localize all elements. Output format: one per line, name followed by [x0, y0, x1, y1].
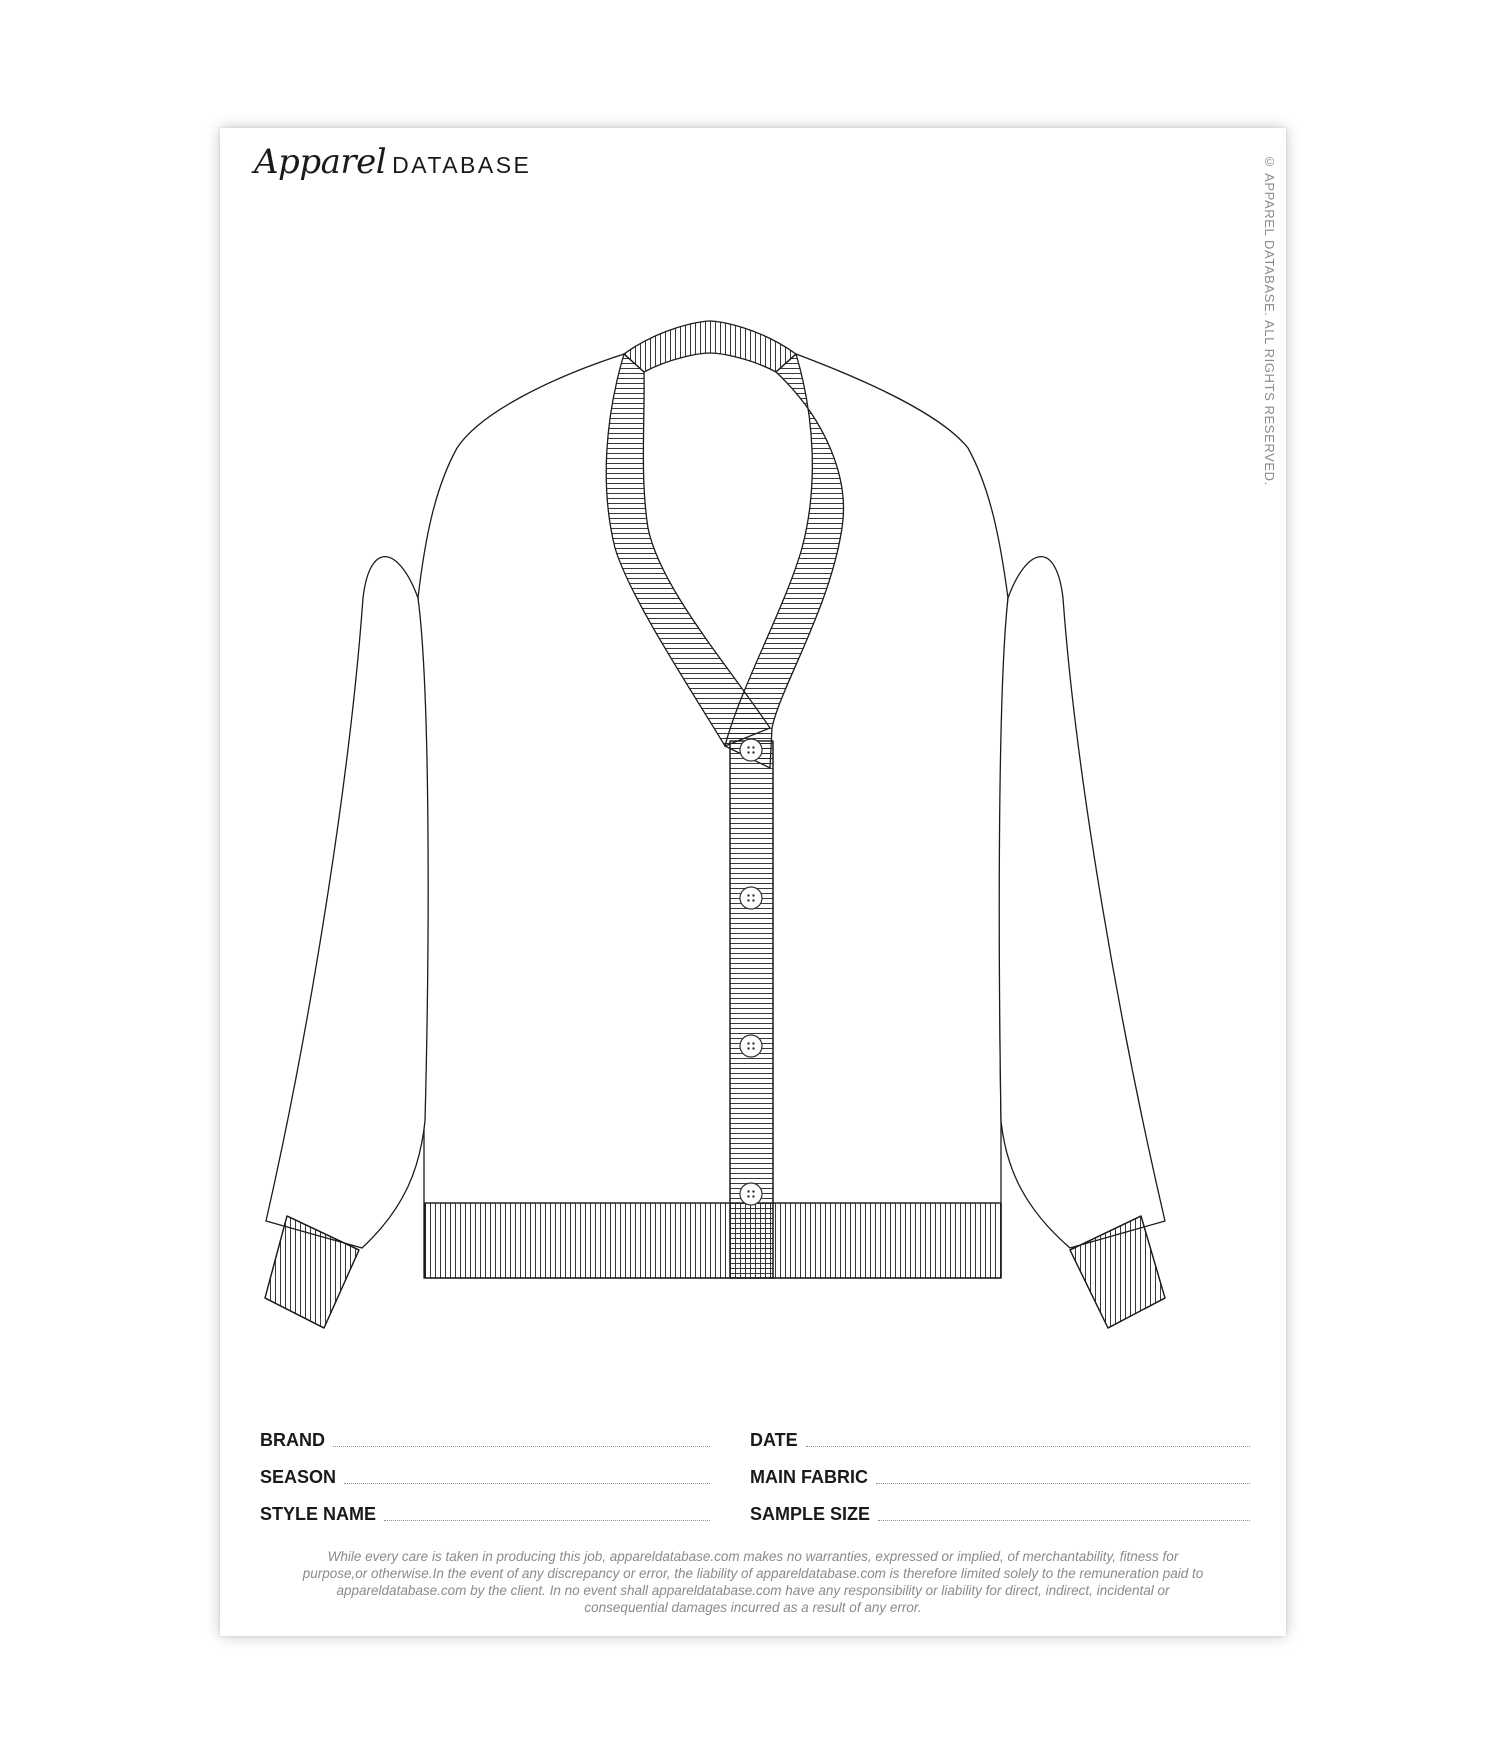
season-field[interactable]: [260, 1463, 710, 1487]
copyright-notice: © APPAREL DATABASE. ALL RIGHTS RESERVED.: [1262, 154, 1277, 486]
logo-script-text: Apparel: [254, 142, 387, 182]
season-input-line[interactable]: [344, 1482, 710, 1484]
season-label: SEASON: [260, 1467, 337, 1487]
logo-caps-text: DATABASE: [392, 152, 532, 178]
main-fabric-label: MAIN FABRIC: [750, 1467, 868, 1487]
main-fabric-input-line[interactable]: [876, 1482, 1250, 1484]
left-sleeve: [266, 557, 428, 1248]
tech-pack-sheet: [220, 128, 1286, 1636]
neckband-right: [725, 354, 843, 768]
date-label: DATE: [750, 1430, 798, 1450]
hem-rib: [425, 1203, 1001, 1278]
style-name-field[interactable]: [260, 1500, 710, 1524]
style-name-label: STYLE NAME: [260, 1504, 377, 1524]
brand-field[interactable]: [260, 1426, 710, 1450]
sample-size-field[interactable]: [750, 1500, 1250, 1524]
date-input-line[interactable]: [806, 1445, 1250, 1447]
main-fabric-field[interactable]: [750, 1463, 1250, 1487]
body-outline: [418, 354, 1008, 1278]
cardigan-sketch: [220, 128, 1286, 1458]
style-name-input-line[interactable]: [384, 1519, 710, 1521]
button-icon: [740, 1035, 762, 1057]
brand-label: BRAND: [260, 1430, 325, 1450]
sample-size-label: SAMPLE SIZE: [750, 1504, 871, 1524]
button-icon: [740, 1183, 762, 1205]
button-icon: [740, 739, 762, 761]
right-sleeve: [999, 557, 1165, 1248]
sample-size-input-line[interactable]: [878, 1519, 1250, 1521]
collar-back: [624, 321, 796, 372]
disclaimer-text: While every care is taken in producing this job, appareldatabase.com makes no warranties, expressed or implied, of merchantability, fitness for purpose,or otherwise.In the event of any discrepancy or error, the liability of appareldatabase.com is therefore limited solely to the remuneration paid to appareldatabase.com by the client. In no event shall appareldatabase.com have any responsibility or liability for direct, indirect, incidental or consequential damages incurred as a result of any error.: [302, 1549, 1204, 1615]
date-field[interactable]: [750, 1426, 1250, 1450]
brand-input-line[interactable]: [333, 1445, 710, 1447]
button-icon: [740, 887, 762, 909]
